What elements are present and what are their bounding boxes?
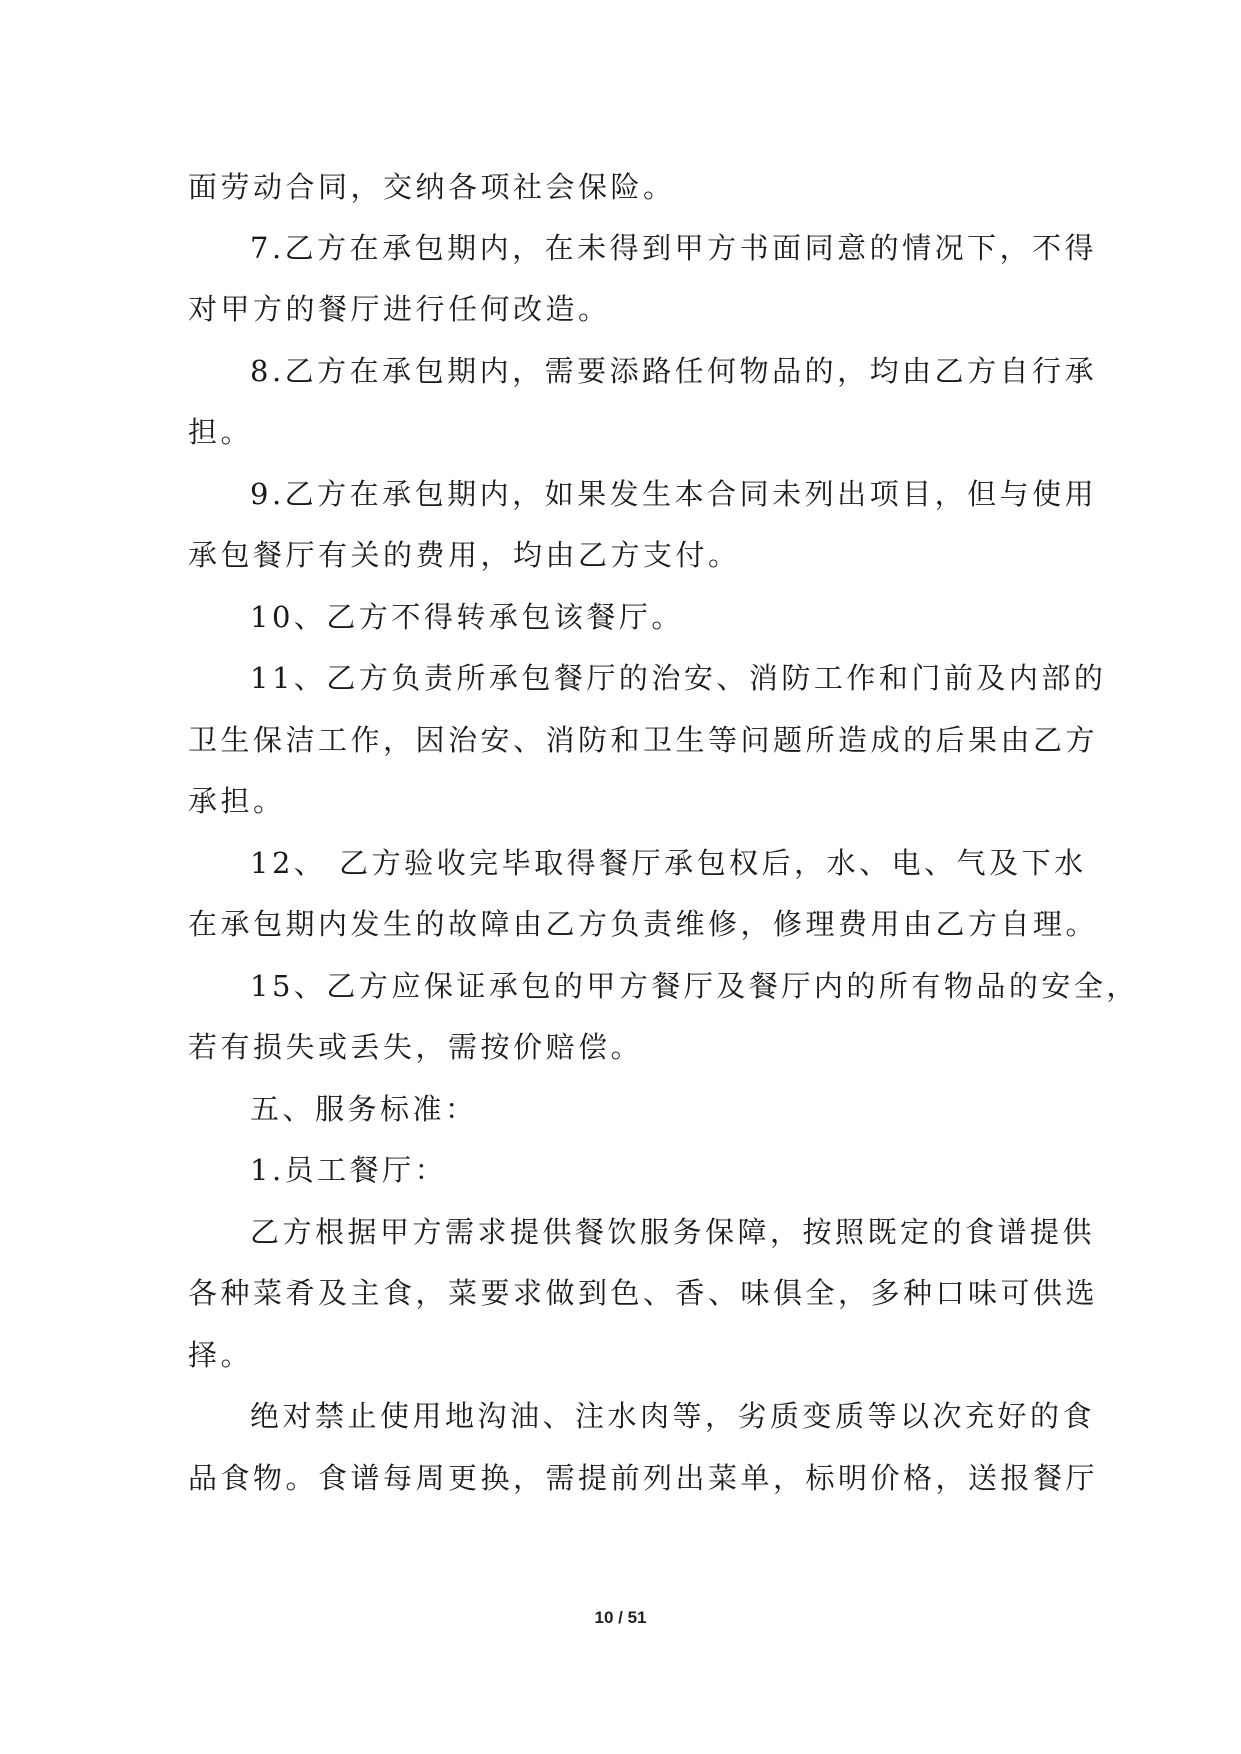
- text-line: 若有损失或丢失，需按价赔偿。: [188, 1030, 644, 1064]
- text-line: 品食物。食谱每周更换，需提前列出菜单，标明价格，送报餐厅: [188, 1461, 1099, 1495]
- text-line: 15、乙方应保证承包的甲方餐厅及餐厅内的所有物品的安全，: [250, 969, 1139, 1003]
- text-line: 在承包期内发生的故障由乙方负责维修，修理费用由乙方自理。: [188, 907, 1099, 941]
- text-line: 各种菜肴及主食，菜要求做到色、香、味俱全，多种口味可供选: [188, 1276, 1099, 1310]
- text-line: 承包餐厅有关的费用，均由乙方支付。: [188, 538, 741, 572]
- text-line: 9.乙方在承包期内，如果发生本合同未列出项目，但与使用: [250, 477, 1098, 511]
- text-line: 对甲方的餐厅进行任何改造。: [188, 292, 611, 326]
- page-number: 10 / 51: [594, 1608, 647, 1627]
- text-line: 乙方根据甲方需求提供餐饮服务保障，按照既定的食谱提供: [250, 1215, 1096, 1249]
- text-line: 面劳动合同，交纳各项社会保险。: [188, 170, 676, 204]
- text-line: 承担。: [188, 784, 286, 818]
- text-line: 10、乙方不得转承包该餐厅。: [250, 600, 684, 634]
- text-line: 卫生保洁工作，因治安、消防和卫生等问题所造成的后果由乙方: [188, 723, 1099, 757]
- text-line: 7.乙方在承包期内，在未得到甲方书面同意的情况下，不得: [250, 231, 1098, 265]
- text-line: 担。: [188, 415, 254, 449]
- text-line: 8.乙方在承包期内，需要添路任何物品的，均由乙方自行承: [250, 354, 1098, 388]
- text-line: 11、乙方负责所承包餐厅的治安、消防工作和门前及内部的: [250, 661, 1107, 695]
- subsection-heading: 1.员工餐厅：: [250, 1153, 448, 1187]
- text-line: 择。: [188, 1338, 254, 1372]
- text-line: 绝对禁止使用地沟油、注水肉等，劣质变质等以次充好的食: [250, 1399, 1096, 1433]
- text-line: 12、 乙方验收完毕取得餐厅承包权后，水、电、气及下水: [250, 846, 1087, 880]
- section-heading: 五、服务标准：: [250, 1092, 478, 1126]
